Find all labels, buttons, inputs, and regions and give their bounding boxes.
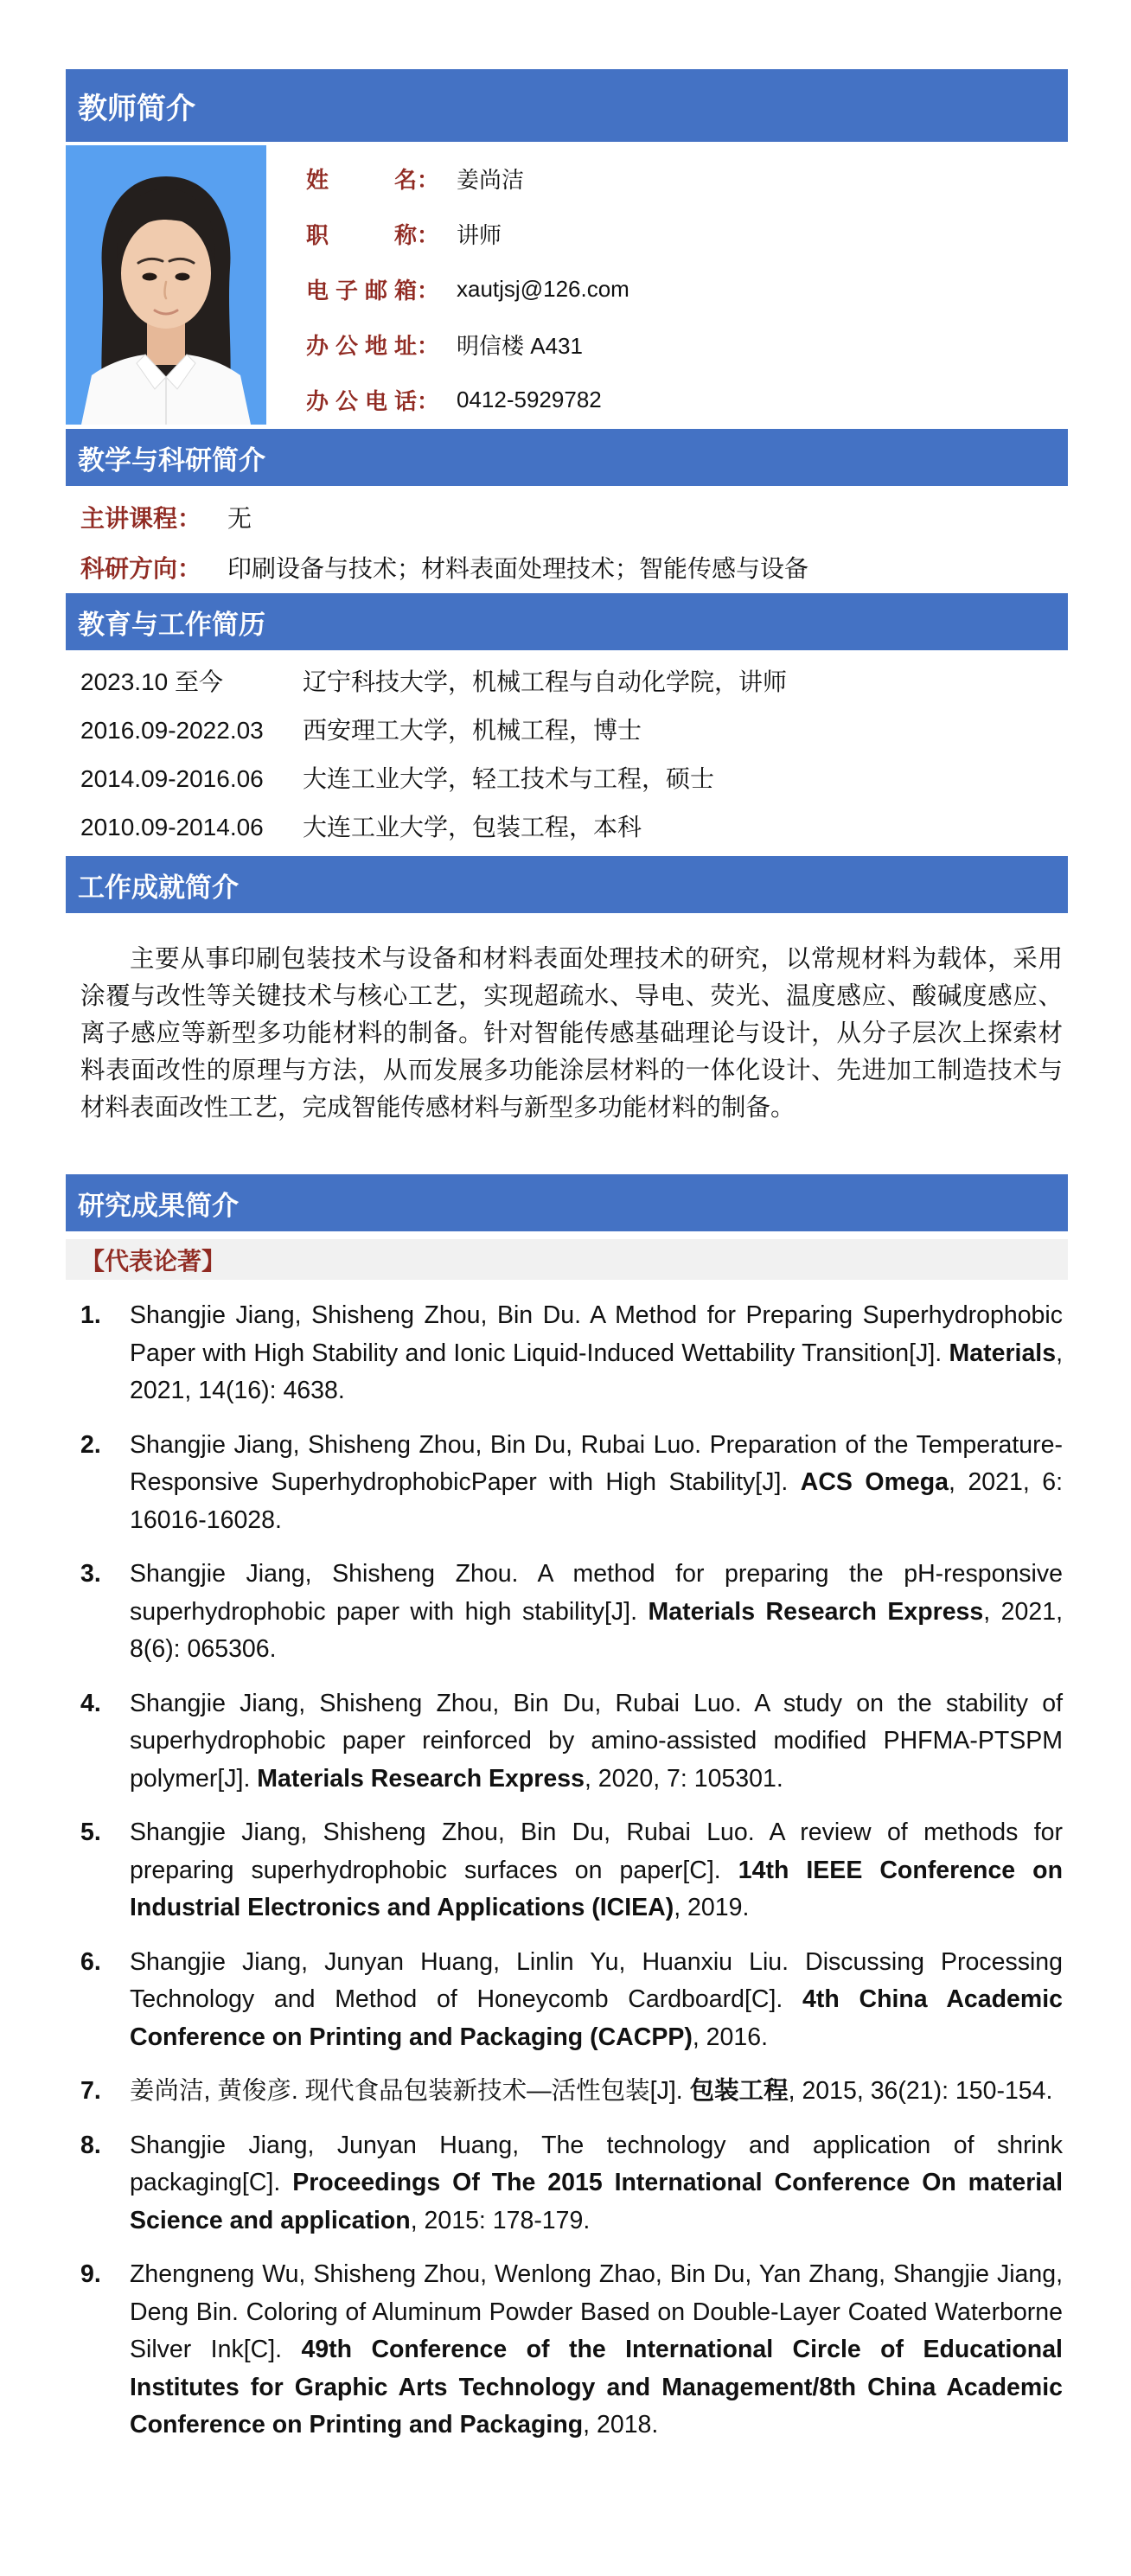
publication-number: 8. (80, 2131, 101, 2159)
field-colon: ： (417, 387, 440, 414)
field-label: 电子邮箱 (306, 277, 417, 304)
profile-field (306, 261, 629, 316)
education-rows (66, 666, 1068, 856)
profile-photo (66, 145, 266, 425)
publication-text (130, 1685, 1063, 1799)
publication-number: 3. (80, 1560, 101, 1588)
publication-item (80, 2073, 1063, 2111)
publication-segment: Zhengneng Wu, Shisheng Zhou, Wenlong Zhao, Bin Du, Yan Zhang, Shangjie Jiang, Deng Bin. Coloring of Aluminum Powder Based on Double-Layer Coated Waterborne Silver Ink[C]. (130, 2260, 1063, 2363)
education-period: 2014.09-2016.06 (80, 765, 264, 792)
publication-venue: Materials Research Express (648, 1597, 984, 1626)
teaching-row (80, 503, 1068, 534)
publication-item (80, 2127, 1063, 2240)
field-value: xautjsj@126.com (457, 275, 629, 302)
education-row (80, 714, 1068, 747)
publication-segment: 姜尚洁, 黄俊彦. 现代食品包装新技术—活性包装[J]. (130, 2077, 690, 2105)
publication-item (80, 1814, 1063, 1927)
achievement-paragraph: 主要从事印刷包装技术与设备和材料表面处理技术的研究，以常规材料为载体，采用涂覆与改性等关键技术与核心工艺，实现超疏水、导电、荧光、温度感应、酸碱度感应、离子感应等新型多功能材料的制备。针对智能传感基础理论与设计，从分子层次上探索材料表面改性的原理与方法，从而发展多功能涂层材料的一体化设计、先进加工制造技术与材料表面改性工艺，完成智能传感材料与新型多功能材料的制备。 (80, 945, 1063, 1122)
publication-item (80, 1297, 1063, 1410)
profile-field (306, 206, 629, 261)
publication-segment: , 2020, 7: 105301. (584, 1764, 783, 1793)
publication-segment: , 2018. (583, 2411, 659, 2439)
field-label: 职称 (306, 221, 417, 248)
education-detail: 西安理工大学，机械工程，博士 (303, 717, 642, 744)
publication-text (130, 1556, 1063, 1669)
publication-venue: Proceedings Of The 2015 International Conference On material Science and application (130, 2169, 1063, 2234)
section-title: 教育与工作简历 (78, 609, 265, 640)
field-colon: ： (417, 332, 440, 359)
education-row (80, 666, 1068, 699)
publication-item (80, 1685, 1063, 1799)
field-label: 办公电话 (306, 387, 417, 414)
publication-venue: 包装工程 (689, 2077, 789, 2105)
teaching-rows (66, 503, 1068, 593)
teaching-row-label: 科研方向： (80, 555, 202, 582)
field-value: 0412-5929782 (457, 386, 602, 412)
publication-text (130, 1427, 1063, 1540)
teaching-row-value: 无 (227, 505, 252, 532)
publication-segment: Shangjie Jiang, Shisheng Zhou, Bin Du, Rubai Luo. A review of methods for preparing superhydrophobic surfaces on paper[C]. (130, 1819, 1063, 1884)
publication-venue: ACS Omega (800, 1468, 949, 1496)
publication-text (130, 2127, 1063, 2240)
education-period: 2016.09-2022.03 (80, 717, 264, 744)
education-period: 2023.10 至今 (80, 668, 223, 695)
publication-number: 4. (80, 1689, 101, 1717)
publication-text (130, 2073, 1063, 2111)
profile-field (306, 150, 629, 206)
publication-item (80, 2256, 1063, 2445)
publication-number: 2. (80, 1430, 101, 1459)
publication-segment: Shangjie Jiang, Junyan Huang, The technology and application of shrink packaging[C]. (130, 2131, 1063, 2196)
publication-text (130, 1944, 1063, 2057)
education-detail: 大连工业大学，包装工程，本科 (303, 814, 642, 841)
publication-segment: , 2016. (692, 2023, 768, 2051)
field-label: 办公地址 (306, 332, 417, 359)
section-header-teacher-intro (66, 69, 1068, 142)
field-label: 姓名 (306, 166, 417, 193)
field-value: 明信楼 A431 (457, 332, 583, 359)
publication-item (80, 1556, 1063, 1669)
publication-segment: Shangjie Jiang, Shisheng Zhou, Bin Du. A Method for Preparing Superhydrophobic Paper with High Stability and Ionic Liquid-Induced Wettability Transition[J]. (130, 1301, 1063, 1367)
field-value: 姜尚洁 (457, 166, 525, 193)
teaching-row-value: 印刷设备与技术；材料表面处理技术；智能传感与设备 (227, 555, 809, 582)
field-colon: ： (417, 166, 440, 193)
publication-number: 9. (80, 2260, 101, 2288)
field-colon: ： (417, 277, 440, 304)
publication-text (130, 2256, 1063, 2445)
teaching-row-label: 主讲课程： (80, 505, 202, 532)
education-row (80, 811, 1068, 844)
publication-venue: Materials Research Express (257, 1764, 585, 1793)
publication-segment: , 2021, 6: 16016-16028. (130, 1468, 1064, 1534)
profile-field (306, 372, 629, 427)
education-period: 2010.09-2014.06 (80, 814, 264, 841)
publication-segment: , 2019. (674, 1894, 750, 1921)
publication-segment: , 2021, 8(6): 065306. (130, 1597, 1063, 1663)
publication-segment: Shangjie Jiang, Shisheng Zhou, Bin Du, Rubai Luo. Preparation of the Temperature-Responsive SuperhydrophobicPaper with High Stability[J]. (130, 1430, 1063, 1496)
publication-segment: Shangjie Jiang, Shisheng Zhou. A method for preparing the pH-responsive superhydrophobic paper with high stability[J]. (130, 1560, 1063, 1626)
publication-segment: , 2015, 36(21): 150-154. (788, 2077, 1053, 2105)
profile-field (306, 316, 629, 372)
section-header-achievements (66, 856, 1068, 913)
education-detail: 大连工业大学，轻工技术与工程，硕士 (303, 765, 715, 792)
publication-number: 1. (80, 1301, 101, 1329)
section-title: 教师简介 (78, 92, 195, 125)
publication-venue: 14th IEEE Conference on Industrial Electronics and Applications (ICIEA) (130, 1856, 1063, 1921)
profile-fields (306, 145, 629, 425)
publication-segment: , 2015: 178-179. (410, 2206, 591, 2234)
teaching-row (80, 553, 1068, 585)
publication-segment: , 2021, 14(16): 4638. (130, 1339, 1063, 1404)
field-colon: ： (417, 221, 440, 248)
education-detail: 辽宁科技大学，机械工程与自动化学院，讲师 (303, 668, 788, 695)
field-value: 讲师 (457, 221, 502, 248)
section-title: 工作成就简介 (78, 872, 239, 903)
publication-text (130, 1814, 1063, 1927)
publication-number: 6. (80, 1947, 101, 1976)
publications-list (80, 1297, 1063, 2445)
section-title: 教学与科研简介 (78, 444, 265, 476)
profile-section (66, 145, 1068, 425)
publication-segment: Shangjie Jiang, Junyan Huang, Linlin Yu, Huanxiu Liu. Discussing Processing Technology and Method of Honeycomb Cardboard[C]. (130, 1947, 1063, 2013)
publication-text (130, 1297, 1063, 1410)
publication-number: 7. (80, 2077, 101, 2105)
section-title: 研究成果简介 (78, 1190, 239, 1221)
representative-works-heading: 【代表论著】 (66, 1239, 1068, 1280)
section-header-teaching-research (66, 429, 1068, 486)
publication-venue: Materials (949, 1339, 1057, 1367)
section-header-research-outcomes (66, 1174, 1068, 1231)
publication-venue: 4th China Academic Conference on Printing and Packaging (CACPP) (130, 1985, 1063, 2051)
education-row (80, 763, 1068, 796)
publication-item (80, 1427, 1063, 1540)
publication-number: 5. (80, 1819, 101, 1846)
publication-item (80, 1944, 1063, 2057)
publication-segment: Shangjie Jiang, Shisheng Zhou, Bin Du, Rubai Luo. A study on the stability of superhydrophobic paper reinforced by amino-assisted modified PHFMA-PTSPM polymer[J]. (130, 1689, 1063, 1793)
section-header-education (66, 593, 1068, 650)
publication-venue: 49th Conference of the International Circle of Educational Institutes for Graphic Arts Technology and Management/8th China Academic Conference on Printing and Packaging (130, 2336, 1063, 2439)
